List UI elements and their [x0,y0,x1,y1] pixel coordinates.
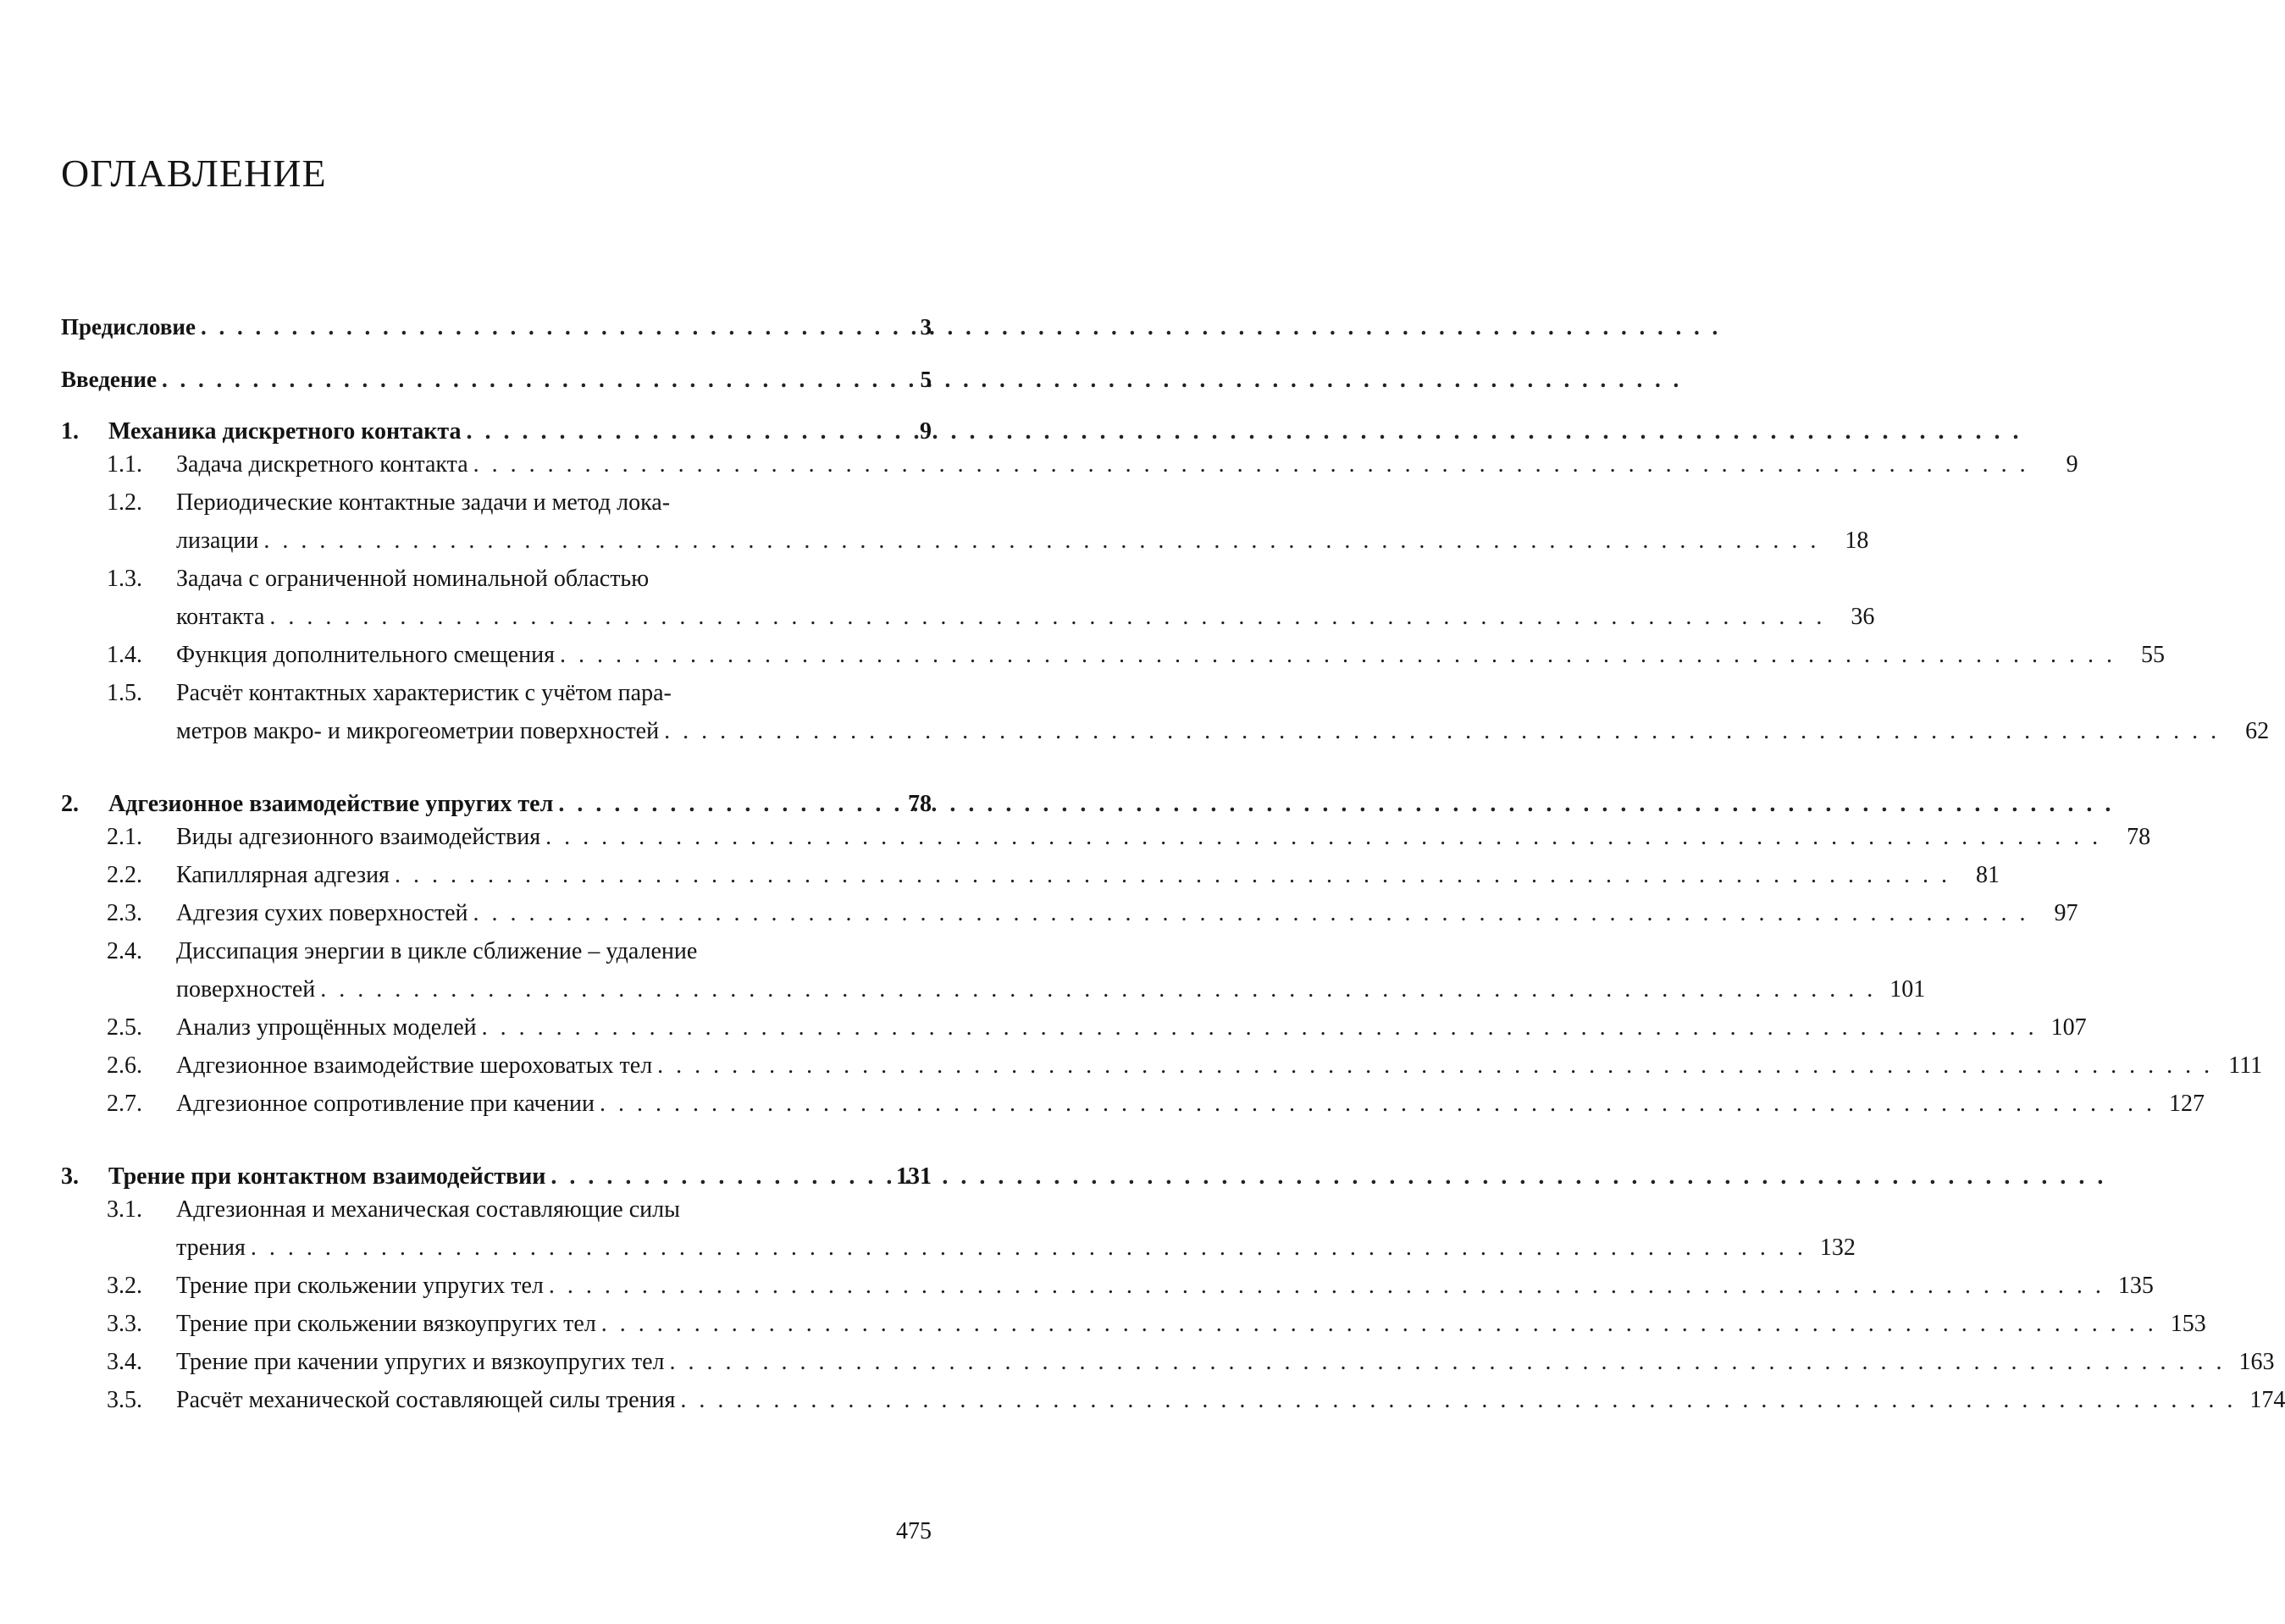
toc-section[interactable] [61,1381,2285,1419]
toc-page-number: 5 [920,367,932,392]
section-body [176,1343,2274,1381]
section-number: 2.3. [107,900,142,926]
section-number: 3.4. [107,1349,142,1375]
dot-leader [545,818,2101,856]
toc-section[interactable] [61,1305,2206,1343]
page-title: ОГЛАВЛЕНИЕ [61,152,327,195]
section-body [176,1047,2262,1085]
toc-row [61,410,932,445]
toc-section[interactable] [61,1267,2154,1305]
section-body [176,818,2150,856]
section-title: трения [176,1229,251,1267]
section-title: поверхностей [176,970,320,1008]
toc-entry-label: Введение [61,367,162,393]
toc-entry-front[interactable] [61,305,932,340]
toc-section-wrap [61,636,2165,674]
toc-row [176,1229,1856,1267]
section-title-line: Диссипация энергии в цикле сближение – удаление [176,938,698,964]
section-body [176,894,2078,932]
toc-row [176,598,1874,636]
section-title: Адгезионное взаимодействие шероховатых тел [176,1047,657,1085]
toc-section[interactable] [61,856,2000,894]
section-number: 3.3. [107,1311,142,1337]
toc-page-number: 101 [1889,976,1926,1003]
section-number: 3.2. [107,1273,142,1299]
chapter-number: 1. [61,418,79,445]
toc-chapter-heading [61,791,558,818]
section-title: Трение при скольжении упругих тел [176,1267,549,1305]
section-number: 2.4. [107,938,142,964]
toc-page-number: 174 [2249,1387,2285,1413]
toc-chapter[interactable] [61,410,932,445]
table-of-contents [61,305,2285,1419]
section-title: Капиллярная адгезия [176,856,395,894]
dot-leader [601,1305,2157,1343]
toc-section[interactable] [61,560,1875,636]
dot-leader [320,970,1876,1008]
chapter-title: Трение при контактном взаимодействии [108,1163,546,1190]
toc-row [176,1047,2262,1085]
section-number: 1.1. [107,451,142,478]
section-body [176,1381,2285,1419]
toc-row [176,1267,2154,1305]
section-title-line: Расчёт контактных характеристик с учётом пара- [176,680,672,706]
section-title: Трение при скольжении вязкоупругих тел [176,1305,601,1343]
toc-section-wrap [61,1343,2275,1381]
section-number: 1.2. [107,489,142,516]
dot-leader [395,856,1950,894]
toc-section-wrap [61,894,2078,932]
toc-page-number: 3 [920,314,932,340]
section-title: контакта [176,598,269,636]
toc-page-number: 81 [1975,862,2000,888]
section-body [176,932,1925,1008]
section-title: лизации [176,522,263,560]
toc-row [176,712,2269,750]
chapter-title: Адгезионное взаимодействие упругих тел [108,791,554,817]
toc-section[interactable] [61,818,2151,856]
toc-page-number: 9 [2066,451,2078,478]
toc-chapter[interactable] [61,1155,932,1190]
dot-leader [549,1267,2105,1305]
section-body [176,1305,2206,1343]
toc-page-number: 153 [2170,1311,2206,1337]
section-body [176,1085,2205,1123]
dot-leader [680,1381,2236,1419]
toc-section-wrap [61,445,2078,483]
toc-section[interactable] [61,445,2078,483]
toc-section[interactable] [61,1190,1856,1267]
section-number: 1.5. [107,680,142,706]
toc-page-number: 55 [2140,642,2165,668]
toc-section[interactable] [61,1008,2087,1047]
toc-page-number: 107 [2050,1014,2087,1041]
dot-leader [551,1163,882,1190]
toc-page-number: 97 [2054,900,2078,926]
toc-section-wrap [61,1381,2285,1419]
section-title: Трение при качении упругих и вязкоупругих тел [176,1343,669,1381]
dot-leader [473,445,2029,483]
toc-section-wrap [61,1305,2206,1343]
section-title: Задача дискретного контакта [176,445,473,483]
dot-leader [269,598,1825,636]
section-body [176,856,2000,894]
toc-chapter-heading [61,1163,551,1190]
dot-leader [473,894,2029,932]
toc-section[interactable] [61,932,1926,1008]
section-number: 2.2. [107,862,142,888]
section-number: 3.5. [107,1387,142,1413]
toc-chapter-heading [61,418,467,445]
toc-row [176,522,1868,560]
section-title: Функция дополнительного смещения [176,636,560,674]
toc-section[interactable] [61,1085,2205,1123]
section-number: 1.4. [107,642,142,668]
toc-page-number: 132 [1819,1235,1856,1261]
section-title: Виды адгезионного взаимодействия [176,818,545,856]
chapter-number: 2. [61,791,79,817]
section-number: 2.5. [107,1014,142,1041]
section-title: Анализ упрощённых моделей [176,1008,482,1047]
toc-row [176,1381,2285,1419]
section-body [176,674,2269,750]
dot-leader [669,1343,2225,1381]
toc-row [176,1343,2274,1381]
section-title: Адгезионное сопротивление при качении [176,1085,600,1123]
section-number: 1.3. [107,566,142,592]
toc-row [176,445,2078,483]
toc-chapter[interactable] [61,782,932,818]
toc-section-wrap [61,818,2151,856]
toc-row [61,357,932,393]
toc-page-number: 131 [896,1163,932,1190]
toc-page-number: 163 [2238,1349,2275,1375]
toc-page-number: 135 [2117,1273,2154,1299]
section-title-line: Задача с ограниченной номинальной областью [176,566,650,592]
toc-row [176,818,2150,856]
toc-section-wrap [61,1047,2263,1085]
dot-leader [467,418,882,445]
toc-page-number: 9 [920,418,932,445]
dot-leader [263,522,1819,560]
chapter-title: Механика дискретного контакта [108,418,462,445]
dot-leader [664,712,2220,750]
toc-page-number: 18 [1845,528,1869,554]
toc-section[interactable] [61,674,2270,750]
section-number: 2.6. [107,1052,142,1079]
toc-section-wrap [61,1267,2154,1305]
toc-row [176,970,1925,1008]
toc-section-wrap [61,856,2000,894]
section-body [176,560,1874,636]
dot-leader [201,314,882,340]
section-title: Расчёт механической составляющей силы трения [176,1381,680,1419]
toc-row [176,1085,2205,1123]
dot-leader [600,1085,2155,1123]
dot-leader [482,1008,2038,1047]
section-number: 2.1. [107,824,142,850]
toc-row [61,782,932,818]
toc-section[interactable] [61,1047,2263,1085]
toc-section[interactable] [61,1343,2275,1381]
toc-page-number: 36 [1851,604,1875,630]
toc-row [176,856,2000,894]
toc-section-wrap [61,674,2270,750]
section-title-line: Адгезионная и механическая составляющие силы [176,1196,680,1223]
dot-leader [162,367,882,393]
toc-row [61,305,932,340]
section-body [176,483,1868,560]
toc-section[interactable] [61,636,2165,674]
toc-page-number: 78 [2127,824,2151,850]
dot-leader [560,636,2116,674]
section-title: Адгезия сухих поверхностей [176,894,473,932]
section-body [176,1008,2087,1047]
toc-page-number: 78 [908,791,932,817]
page-number: 475 [896,1518,932,1544]
toc-row [176,1305,2206,1343]
toc-section-wrap [61,1008,2087,1047]
toc-section-wrap [61,483,1869,560]
toc-section-wrap [61,1085,2205,1123]
section-body [176,445,2078,483]
section-title-line: Периодические контактные задачи и метод лока- [176,489,671,516]
toc-entry-label: Предисловие [61,314,201,340]
toc-row [61,1155,932,1190]
section-title: метров макро- и микрогеометрии поверхностей [176,712,664,750]
toc-page-number: 62 [2245,718,2270,744]
chapter-number: 3. [61,1163,79,1190]
toc-row [176,636,2165,674]
section-number: 3.1. [107,1196,142,1223]
section-body [176,636,2165,674]
toc-section-wrap [61,932,1926,1008]
toc-row [176,1008,2087,1047]
toc-page-number: 111 [2228,1052,2263,1079]
toc-row [176,894,2078,932]
toc-section-wrap [61,1190,1856,1267]
dot-leader [558,791,882,818]
section-body [176,1267,2154,1305]
toc-entry-front[interactable] [61,357,932,393]
toc-page-number: 127 [2168,1091,2205,1117]
toc-section[interactable] [61,894,2078,932]
dot-leader [657,1047,2213,1085]
section-number: 2.7. [107,1091,142,1117]
toc-section[interactable] [61,483,1869,560]
toc-section-wrap [61,560,1875,636]
dot-leader [251,1229,1806,1267]
section-body [176,1190,1856,1267]
